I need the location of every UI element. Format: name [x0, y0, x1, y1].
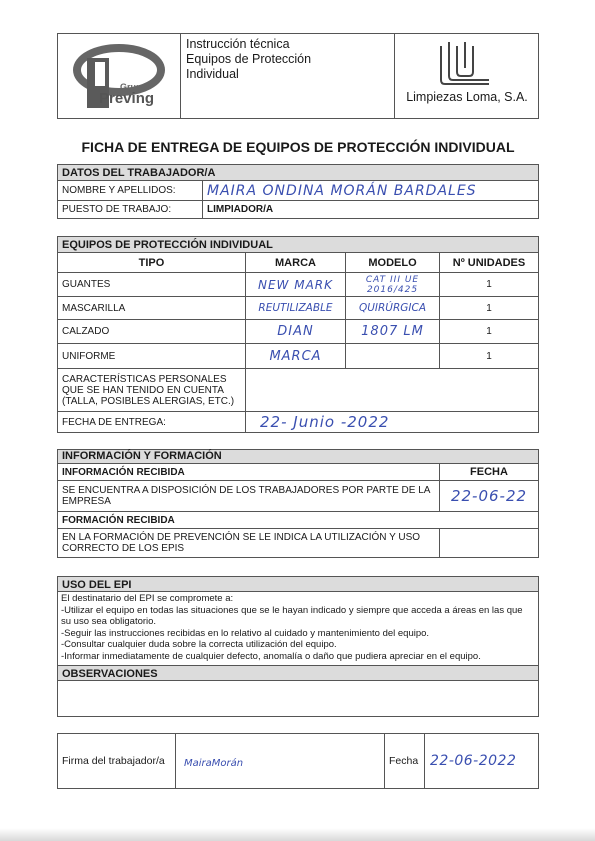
- uso-line: -Consultar cualquier duda sobre la correcta utilización del equipo.: [61, 639, 337, 650]
- info-received-date: 22-06-22: [439, 480, 539, 512]
- company-logo-mark: [435, 38, 495, 88]
- logo-text-preving: Preving: [99, 90, 155, 107]
- personal-characteristics-value: [245, 368, 539, 412]
- epi-row-modelo: 1807 LM: [345, 319, 440, 344]
- worker-section-header: DATOS DEL TRABAJADOR/A: [57, 164, 539, 181]
- info-received-text: SE ENCUENTRA A DISPOSICIÓN DE LOS TRABAJADORES POR PARTE DE LA EMPRESA: [57, 480, 440, 512]
- epi-row-modelo: [345, 343, 440, 369]
- epi-row-tipo: UNIFORME: [57, 343, 246, 369]
- name-value: MAIRA ONDINA MORÁN BARDALES: [202, 180, 539, 201]
- signature-value: MairaMorán: [184, 757, 244, 769]
- epi-row-tipo: CALZADO: [57, 319, 246, 344]
- col-modelo: MODELO: [345, 252, 440, 273]
- epi-row-marca: DIAN: [245, 319, 346, 344]
- col-unidades: Nº UNIDADES: [439, 252, 539, 273]
- uso-line: -Informar inmediatamente de cualquier defecto, anomalía o daño que pudiera apreciar en el equipo.: [61, 650, 481, 662]
- uso-line: -Seguir las instrucciones recibidas en lo relativo al cuidado y mantenimiento del equipo.: [61, 627, 430, 639]
- training-date: [439, 528, 539, 558]
- col-marca: MARCA: [245, 252, 346, 273]
- header-title: [186, 37, 391, 82]
- delivery-date-value: 22- Junio -2022: [245, 411, 539, 433]
- uso-line: -Utilizar el equipo en todas las situaciones que se le hayan indicado y siempre que acceda a áreas en las que su uso sea obligatorio.: [61, 604, 523, 627]
- epi-row-unidades: 1: [439, 272, 539, 297]
- epi-row-marca: NEW MARK: [245, 272, 346, 297]
- training-text: EN LA FORMACIÓN DE PREVENCIÓN SE LE INDICA LA UTILIZACIÓN Y USO CORRECTO DE LOS EPIS: [57, 528, 440, 558]
- epi-row-unidades: 1: [439, 343, 539, 369]
- personal-characteristics-label: CARACTERÍSTICAS PERSONALES QUE SE HAN TENIDO EN CUENTA (TALLA, POSIBLES ALERGIAS, ETC.): [57, 368, 246, 412]
- header-title-line: Instrucción técnica: [186, 37, 290, 51]
- epi-row-unidades: 1: [439, 319, 539, 344]
- company-name: Limpiezas Loma, S.A.: [406, 90, 528, 104]
- document-title: FICHA DE ENTREGA DE EQUIPOS DE PROTECCIÓN INDIVIDUAL: [81, 139, 515, 155]
- job-value: LIMPIADOR/A: [202, 200, 539, 219]
- epi-row-marca: REUTILIZABLE: [245, 296, 346, 320]
- delivery-date-label: FECHA DE ENTREGA:: [57, 411, 246, 433]
- signature-divider-1: [175, 733, 176, 789]
- footer-fecha-label: Fecha: [389, 755, 419, 767]
- signature-label: Firma del trabajador/a: [62, 755, 165, 767]
- info-received-label: INFORMACIÓN RECIBIDA: [57, 463, 440, 481]
- uso-section-header: USO DEL EPI: [57, 576, 539, 592]
- footer-fecha-value: 22-06-2022: [430, 753, 517, 769]
- epi-row-modelo: CAT III UE 2016/425: [345, 272, 440, 297]
- company-logo: [435, 38, 495, 88]
- info-section-header: INFORMACIÓN Y FORMACIÓN: [57, 449, 539, 464]
- training-label: FORMACIÓN RECIBIDA: [57, 511, 539, 529]
- logo-text-grupo: Grupo: [120, 82, 147, 92]
- observaciones-header: OBSERVACIONES: [57, 665, 539, 681]
- uso-text-box: [57, 591, 539, 666]
- epi-row-modelo: QUIRÚRGICA: [345, 296, 440, 320]
- observaciones-box: [57, 680, 539, 717]
- page-edge-shadow: [0, 828, 595, 841]
- job-label: PUESTO DE TRABAJO:: [57, 200, 203, 219]
- epi-row-tipo: GUANTES: [57, 272, 246, 297]
- info-fecha-label: FECHA: [439, 463, 539, 481]
- col-tipo: TIPO: [57, 252, 246, 273]
- header-divider-2: [394, 33, 395, 119]
- epi-row-tipo: MASCARILLA: [57, 296, 246, 320]
- preving-logo: [65, 40, 173, 110]
- name-label: NOMBRE Y APELLIDOS:: [57, 180, 203, 201]
- epi-row-unidades: 1: [439, 296, 539, 320]
- epi-row-marca: MARCA: [245, 343, 346, 369]
- header-divider-1: [180, 33, 181, 119]
- epi-section-header: EQUIPOS DE PROTECCIÓN INDIVIDUAL: [57, 236, 539, 253]
- header-title-line: Equipos de Protección: [186, 52, 312, 66]
- header-title-line: Individual: [186, 67, 239, 81]
- uso-line: El destinatario del EPI se compromete a:: [61, 593, 234, 604]
